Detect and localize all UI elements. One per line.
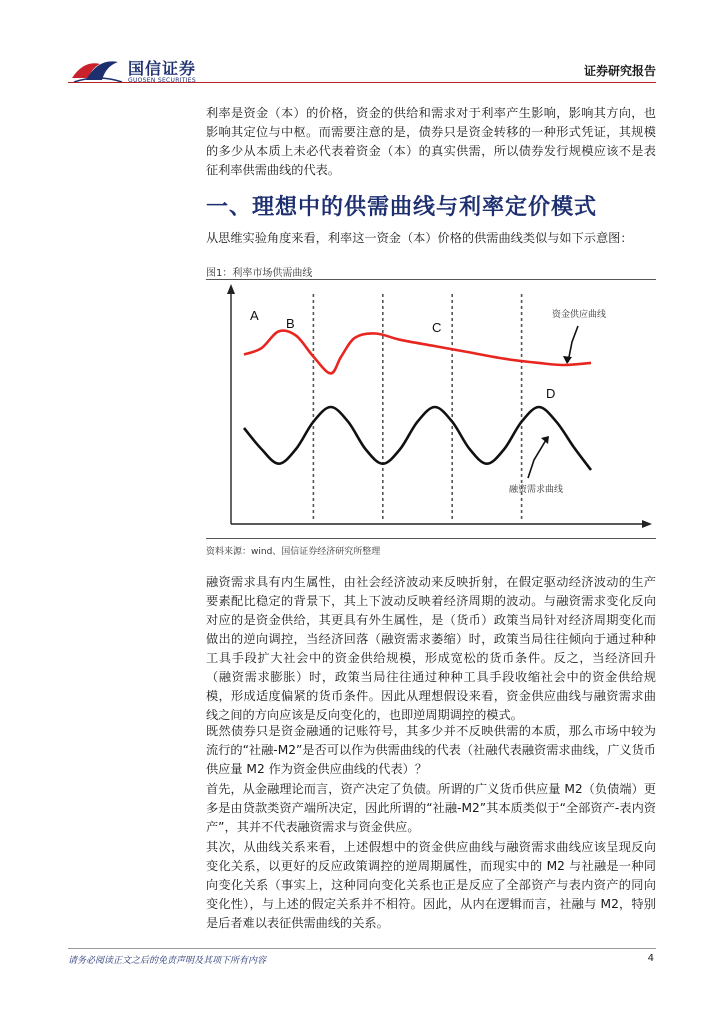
paragraph-3: 首先，从金融理论而言，资产决定了负债。所谓的广义货币供应量 M2（负债端）更多是由贷款类资产端所决定，因此所谓的“社融-M2”其本质类似于“全部资产-表内资产”，其并不代表融资需求与资金供应。 — [206, 782, 656, 834]
paragraph-1: 融资需求具有内生属性，由社会经济波动来反映折射，在假定驱动经济波动的生产要素配比稳定的背景下，其上下波动反映着经济周期的波动。与融资需求变化反向对应的是资金供给，其更具有外生属性，是（货币）政策当局针对经济周期变化而做出的逆向调控，当经济回落（融资需求萎缩）时，政策当局往往倾向于通过种种工具手段扩大社会中的资金供给规模，形成宽松的货币条件。反之，当经济回升（融资需求膨胀）时，政策当局往往通过种种工具手段收缩社会中的资金供给规模，形成适度偏紧的货币条件。因此从理想假设来看，资金供应曲线与融资需求曲线之间的方向应该是反向变化的，也即逆周期调控的模式。 — [206, 575, 656, 722]
demand-curve-label: 融资需求曲线 — [509, 485, 564, 495]
paragraph-2: 既然债券只是资金融通的记账符号，其多少并不反映供需的本质，那么市场中较为流行的“社融-M2”是否可以作为供需曲线的代表（社融代表融资需求曲线，广义货币供应量 M2 作为资金供应曲线的代表）？ — [206, 724, 656, 776]
section-title: 一、理想中的供需曲线与利率定价模式 — [206, 195, 598, 220]
annotation-B: B — [286, 316, 295, 331]
figure-caption: 图1：利率市场供需曲线 — [206, 268, 313, 279]
annotation-A: A — [250, 308, 259, 323]
page-number: 4 — [647, 953, 654, 964]
demand-pointer-arrow — [528, 440, 546, 478]
supply-curve — [244, 331, 591, 374]
brand-en: GUOSEN SECURITIES — [128, 77, 197, 84]
supply-pointer-head — [563, 356, 572, 364]
paragraph-4: 其次，从曲线关系来看，上述假想中的资金供应曲线与融资需求曲线应该呈现反向变化关系，以更好的反应政策调控的逆周期属性，而现实中的 M2 与社融是一种同向变化关系（事实上，这种同向变化关系也正是反应了全部资产与表内资产的同向变化性），与上述的假定关系并不相符。因此，从内在逻辑而言，社融与 M2，特别是后者难以表征供需曲线的关系。 — [206, 840, 656, 930]
figure-bottom-rule — [206, 538, 656, 539]
demand-curve — [244, 407, 591, 470]
report-type: 证券研究报告 — [583, 64, 656, 78]
supply-curve-label: 资金供应曲线 — [552, 310, 607, 320]
lead-paragraph: 从思维实验角度来看，利率这一资金（本）价格的供需曲线类似与如下示意图： — [206, 231, 633, 245]
annotation-C: C — [432, 320, 442, 335]
figure-source: 资料来源：wind、国信证券经济研究所整理 — [206, 547, 381, 557]
supply-demand-chart — [206, 282, 656, 536]
figure-top-rule — [206, 279, 656, 280]
header-divider — [68, 82, 656, 83]
brand-cn: 国信证券 — [128, 59, 197, 78]
y-axis-arrow — [227, 284, 235, 294]
annotation-D: D — [546, 386, 556, 401]
x-axis-arrow — [642, 520, 652, 528]
footer-divider — [68, 948, 656, 949]
supply-pointer-arrow — [568, 326, 578, 362]
intro-paragraph: 利率是资金（本）的价格，资金的供给和需求对于利率产生影响，影响其方向，也影响其定位与中枢。而需要注意的是，债券只是资金转移的一种形式凭证，其规模的多少从本质上未必代表着资金（本）的真实供需，所以债券发行规模应该不是表征利率供需曲线的代表。 — [206, 106, 656, 177]
guosen-logo — [70, 50, 200, 90]
footer-disclaimer: 请务必阅读正文之后的免责声明及其项下所有内容 — [68, 956, 267, 966]
